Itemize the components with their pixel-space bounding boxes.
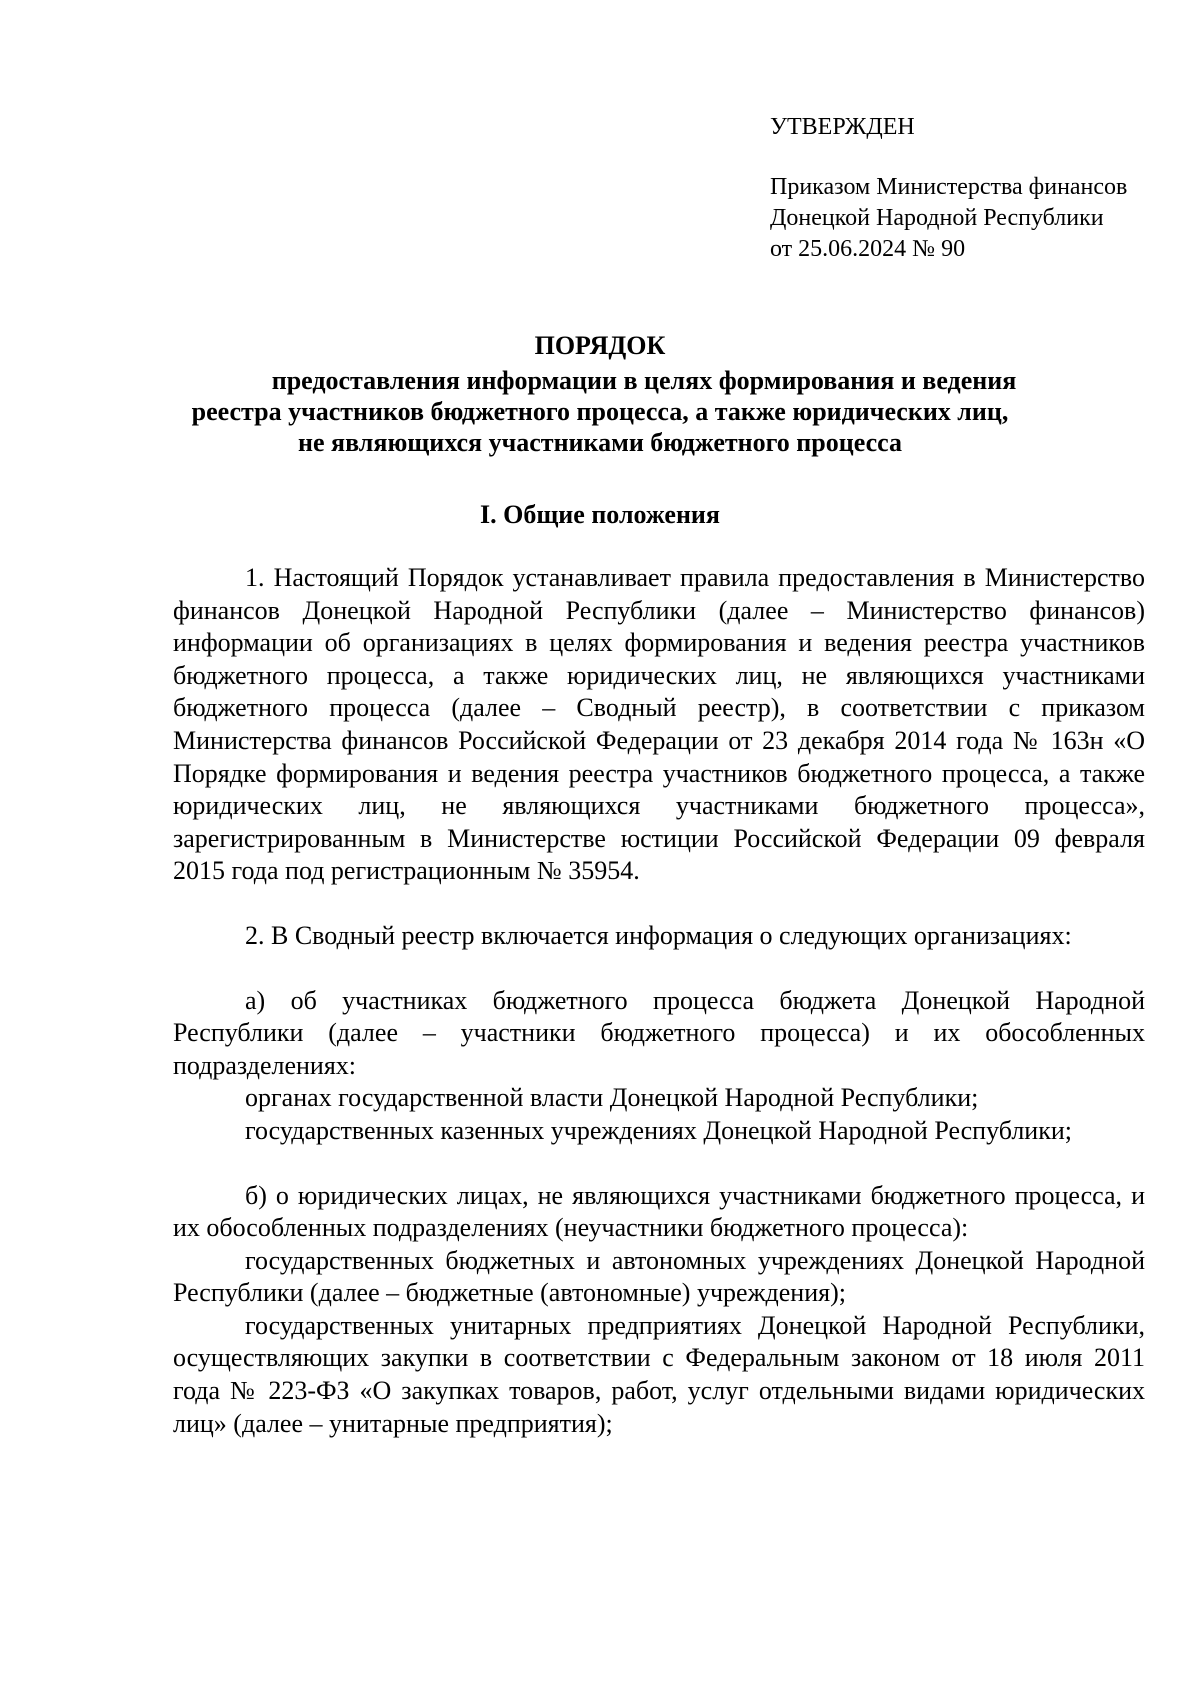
approval-date-line: от 25.06.2024 № 90 [770, 236, 966, 262]
paragraph-1: 1. Настоящий Порядок устанавливает правила предоставления в Министерство финансов Донецкой Народной Республики (далее – Министерство финансов) информации об организациях в целях формирования и ведения реестра участников бюджетного процесса, а также юридических лиц, не являющихся участниками бюджетного процесса (далее – Сводный реестр), в соответствии с приказом Министерства финансов Российской Федерации от 23 декабря 2014 года № 163н «О Порядке формирования и ведения реестра участников бюджетного процесса, а также юридических лиц, не являющихся участниками бюджетного процесса», зарегистрированным в Министерстве юстиции Российской Федерации 09 февраля 2015 года под регистрационным № 35954. [173, 563, 1145, 886]
document-title-block [0, 330, 1200, 458]
approval-republic-line: Донецкой Народной Республики [770, 205, 1104, 231]
paragraph-2a-item-2: государственных казенных учреждениях Донецкой Народной Республики; [245, 1115, 1072, 1145]
approval-order-line: Приказом Министерства финансов [770, 174, 1128, 200]
document-subtitle-line-2: реестра участников бюджетного процесса, а также юридических лиц, [191, 397, 1009, 426]
document-title: ПОРЯДОК [534, 331, 666, 360]
paragraph-2: 2. В Сводный реестр включается информация о следующих организациях: [245, 920, 1072, 950]
paragraph-2b-item-2: государственных унитарных предприятиях Донецкой Народной Республики, осуществляющих закупки в соответствии с Федеральным законом от 18 июля 2011 года № 223-ФЗ «О закупках товаров, работ, услуг отдельными видами юридических лиц» (далее – унитарные предприятия); [173, 1310, 1145, 1438]
paragraph-2a-item-1: органах государственной власти Донецкой Народной Республики; [245, 1083, 979, 1113]
document-body [173, 562, 1145, 1440]
paragraph-2b: б) о юридических лицах, не являющихся участниками бюджетного процесса, и их обособленных подразделениях (неучастники бюджетного процесса): [173, 1180, 1145, 1243]
approval-title: УТВЕРЖДЕН [770, 114, 915, 140]
document-subtitle-line-1: предоставления информации в целях формирования и ведения [271, 366, 1017, 395]
document-subtitle-line-3: не являющихся участниками бюджетного процесса [298, 428, 902, 457]
approval-block [770, 112, 1170, 265]
paragraph-2a: а) об участниках бюджетного процесса бюджета Донецкой Народной Республики (далее – участники бюджетного процесса) и их обособленных подразделениях: [173, 985, 1145, 1080]
section-heading: I. Общие положения [480, 500, 720, 529]
paragraph-2b-item-1: государственных бюджетных и автономных учреждениях Донецкой Народной Республики (далее – бюджетные (автономные) учреждения); [173, 1245, 1145, 1308]
